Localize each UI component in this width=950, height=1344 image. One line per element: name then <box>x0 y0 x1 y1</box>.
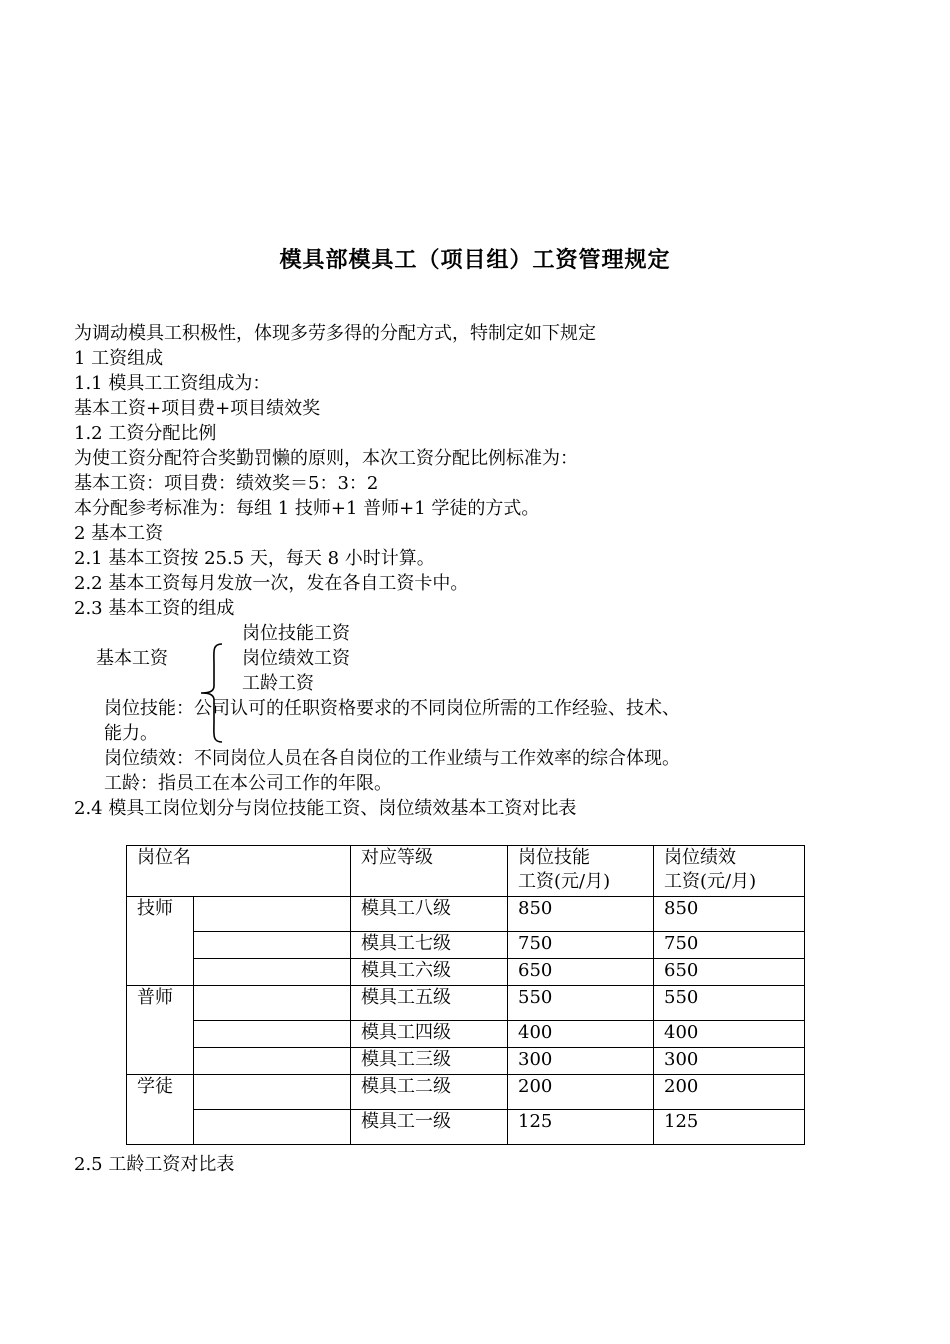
performance-wage-cell: 400 <box>654 1021 805 1048</box>
performance-wage-cell: 300 <box>654 1048 805 1075</box>
wage-comparison-table <box>126 845 805 1145</box>
group-name-cell: 技师 <box>127 897 194 986</box>
blank-cell <box>194 959 351 986</box>
grade-cell: 模具工二级 <box>351 1075 508 1110</box>
heading-2-5: 2.5 工龄工资对比表 <box>74 1154 235 1175</box>
header-skill-wage <box>508 846 654 897</box>
table-row <box>127 1021 805 1048</box>
ratio-intro: 为使工资分配符合奖勤罚懒的原则，本次工资分配比例标准为： <box>74 448 578 469</box>
heading-1-2: 1.2 工资分配比例 <box>74 423 217 444</box>
composition-item-skill: 岗位技能工资 <box>242 623 350 644</box>
table-row <box>127 1110 805 1145</box>
curly-brace-icon <box>198 640 228 746</box>
skill-wage-cell: 650 <box>508 959 654 986</box>
wage-formula: 基本工资+项目费+项目绩效奖 <box>74 398 321 419</box>
table-row <box>127 959 805 986</box>
skill-wage-cell: 550 <box>508 986 654 1021</box>
composition-item-seniority: 工龄工资 <box>242 673 314 694</box>
header-grade: 对应等级 <box>351 846 508 897</box>
definition-performance: 岗位绩效：不同岗位人员在各自岗位的工作业绩与工作效率的综合体现。 <box>104 748 680 769</box>
header-perf-line1: 岗位绩效 <box>664 847 736 868</box>
blank-cell <box>194 1021 351 1048</box>
skill-wage-cell: 750 <box>508 932 654 959</box>
grade-cell: 模具工三级 <box>351 1048 508 1075</box>
grade-cell: 模具工八级 <box>351 897 508 932</box>
grade-cell: 模具工一级 <box>351 1110 508 1145</box>
table-row <box>127 932 805 959</box>
heading-2-4: 2.4 模具工岗位划分与岗位技能工资、岗位绩效基本工资对比表 <box>74 798 577 819</box>
skill-wage-cell: 125 <box>508 1110 654 1145</box>
blank-cell <box>194 897 351 932</box>
table-row <box>127 1048 805 1075</box>
definition-skill-line1: 岗位技能：公司认可的任职资格要求的不同岗位所需的工作经验、技术、 <box>104 698 680 719</box>
heading-2: 2 基本工资 <box>74 523 164 544</box>
performance-wage-cell: 200 <box>654 1075 805 1110</box>
performance-wage-cell: 850 <box>654 897 805 932</box>
group-name-cell: 学徒 <box>127 1075 194 1145</box>
skill-wage-cell: 850 <box>508 897 654 932</box>
composition-item-performance: 岗位绩效工资 <box>242 648 350 669</box>
blank-cell <box>194 1075 351 1110</box>
table-header-row <box>127 846 805 897</box>
performance-wage-cell: 650 <box>654 959 805 986</box>
blank-cell <box>194 932 351 959</box>
table-row <box>127 897 805 932</box>
header-skill-line1: 岗位技能 <box>518 847 590 868</box>
performance-wage-cell: 550 <box>654 986 805 1021</box>
grade-cell: 模具工六级 <box>351 959 508 986</box>
group-name-cell: 普师 <box>127 986 194 1075</box>
skill-wage-cell: 400 <box>508 1021 654 1048</box>
header-perf-line2: 工资(元/月) <box>664 871 757 892</box>
blank-cell <box>194 986 351 1021</box>
header-performance-wage <box>654 846 805 897</box>
heading-1-1: 1.1 模具工工资组成为： <box>74 373 271 394</box>
table-row <box>127 986 805 1021</box>
blank-cell <box>194 1048 351 1075</box>
performance-wage-cell: 125 <box>654 1110 805 1145</box>
table-row <box>127 1075 805 1110</box>
document-title: 模具部模具工（项目组）工资管理规定 <box>279 248 671 273</box>
heading-2-3: 2.3 基本工资的组成 <box>74 598 235 619</box>
header-skill-line2: 工资(元/月) <box>518 871 611 892</box>
header-position: 岗位名 <box>127 846 351 897</box>
skill-wage-cell: 300 <box>508 1048 654 1075</box>
composition-label: 基本工资 <box>96 648 168 669</box>
definition-skill-line2: 能力。 <box>104 723 158 744</box>
grade-cell: 模具工五级 <box>351 986 508 1021</box>
grade-cell: 模具工四级 <box>351 1021 508 1048</box>
performance-wage-cell: 750 <box>654 932 805 959</box>
intro-paragraph: 为调动模具工积极性，体现多劳多得的分配方式，特制定如下规定 <box>74 323 596 344</box>
ratio-value: 基本工资：项目费：绩效奖＝5：3：2 <box>74 473 379 494</box>
skill-wage-cell: 200 <box>508 1075 654 1110</box>
blank-cell <box>194 1110 351 1145</box>
definition-seniority: 工龄：指员工在本公司工作的年限。 <box>104 773 392 794</box>
heading-1: 1 工资组成 <box>74 348 164 369</box>
ratio-basis: 本分配参考标准为：每组 1 技师+1 普师+1 学徒的方式。 <box>74 498 540 519</box>
item-2-2: 2.2 基本工资每月发放一次，发在各自工资卡中。 <box>74 573 469 594</box>
item-2-1: 2.1 基本工资按 25.5 天，每天 8 小时计算。 <box>74 548 435 569</box>
grade-cell: 模具工七级 <box>351 932 508 959</box>
